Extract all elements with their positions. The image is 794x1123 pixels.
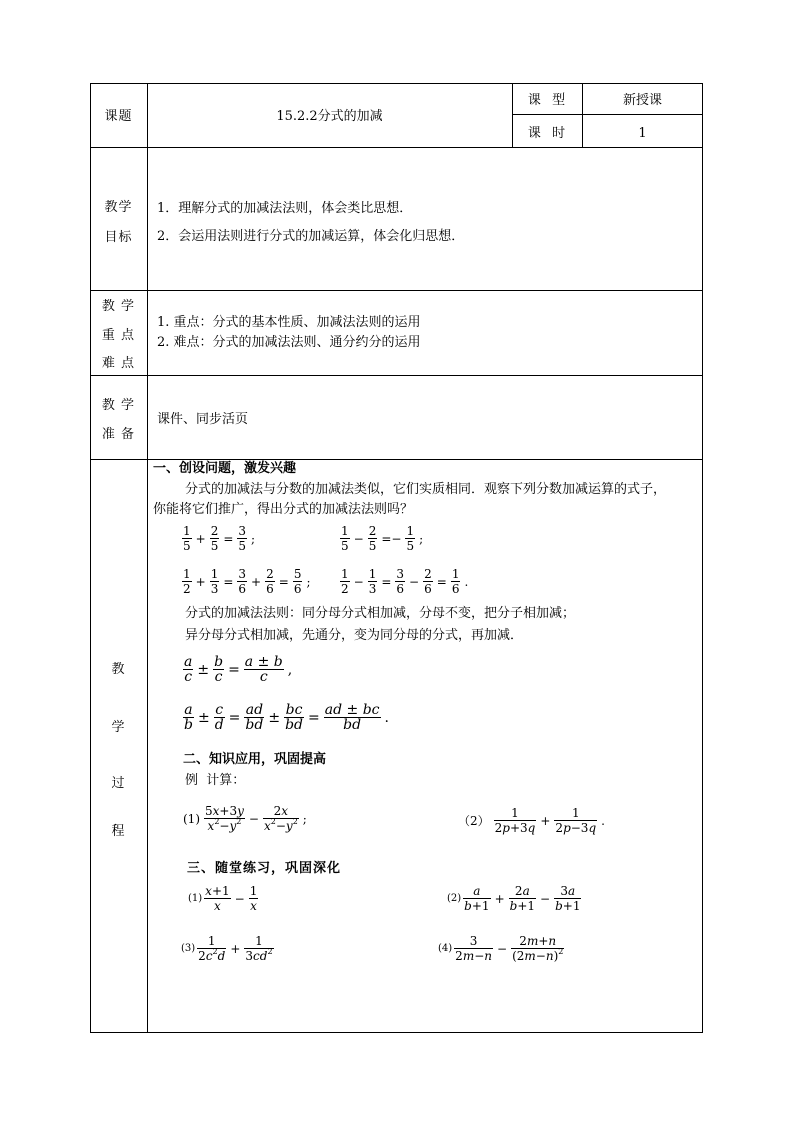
section2-title: 二、知识应用，巩固提高 <box>183 752 327 767</box>
rule-formula-2: $\frac{a}{b}$ ± $\frac{c}{d}$ = $\frac{ad}{bd}$ ± $\frac{bc}{bd}$ = $\frac{ad \pm bc}{bd}$ . <box>184 702 389 733</box>
practice-number: (4) <box>438 943 453 954</box>
preparation-label-2: 准 备 <box>101 427 136 442</box>
example-problem-2: （2） $\frac{1}{2p+3q}$ + $\frac{1}{2p-3q}$ . <box>458 806 605 835</box>
fraction-example-4: $\frac{1}{2}$ − $\frac{1}{3}$ = $\frac{3}{6}$ − $\frac{2}{6}$ = $\frac{1}{6}$ . <box>341 567 469 596</box>
section1-title: 一、创设问题，激发兴趣 <box>153 461 297 476</box>
section3-title: 三、随堂练习，巩固深化 <box>187 861 342 876</box>
table-border-left <box>90 83 91 1033</box>
type-label: 课 型 <box>527 93 567 108</box>
table-line-keypoints <box>90 375 703 376</box>
objective-item: 2．会运用法则进行分式的加减运算，体会化归思想． <box>157 229 465 244</box>
keypoint-item: 1. 重点：分式的基本性质、加减法法则的运用 <box>157 315 421 330</box>
process-label-char: 学 <box>111 720 126 735</box>
practice-problem-4: (4) $\frac{3}{2m-n}$ − $\frac{2m+n}{(2m-n)^2}$ <box>438 934 564 963</box>
topic-label: 课题 <box>104 109 133 124</box>
table-border-top <box>90 83 703 84</box>
objectives-label-1: 教学 <box>104 200 133 215</box>
keypoint-item: 2. 难点：分式的加减法法则、通分约分的运用 <box>157 335 421 350</box>
example-number: (1) <box>183 811 200 826</box>
hours-label: 课 时 <box>527 126 567 141</box>
keypoints-label-3: 难 点 <box>101 356 136 371</box>
hours-value: 1 <box>638 126 647 141</box>
table-line-type-hours <box>512 114 703 115</box>
example-number: （2） <box>458 814 490 828</box>
process-label-char: 程 <box>111 824 126 839</box>
lesson-plan-table <box>90 83 703 1033</box>
table-line-label-col <box>147 83 148 1033</box>
practice-number: (3) <box>181 943 196 954</box>
rule-line: 异分母分式相加减，先通分，变为同分母的分式，再加减． <box>185 628 524 643</box>
type-value: 新授课 <box>622 93 662 108</box>
practice-problem-2: (2) $\frac{a}{b+1}$ + $\frac{2a}{b+1}$ − $\frac{3a}{b+1}$ <box>447 884 581 913</box>
practice-number: (2) <box>447 893 462 904</box>
practice-problem-1: (1) $\frac{x+1}{x}$ − $\frac{1}{x}$ <box>188 884 258 913</box>
fraction-example-2: $\frac{1}{5}$ − $\frac{2}{5}$ =− $\frac{1}{5}$ ; <box>341 524 424 553</box>
section1-paragraph: 分式的加减法与分数的加减法类似，它们实质相同．观察下列分数加减运算的式子， <box>185 482 667 497</box>
topic-value: 15.2.2分式的加减 <box>276 109 383 124</box>
fraction-example-3: $\frac{1}{2}$ + $\frac{1}{3}$ = $\frac{3}{6}$ + $\frac{2}{6}$ = $\frac{5}{6}$ ; <box>183 567 311 596</box>
preparation-text: 课件、同步活页 <box>157 412 249 427</box>
table-border-bottom <box>90 1032 703 1033</box>
rule-line: 分式的加减法法则：同分母分式相加减，分母不变，把分子相加减； <box>185 606 576 621</box>
objective-item: 1．理解分式的加减法法则，体会类比思想． <box>157 201 413 216</box>
objectives-label-2: 目标 <box>104 230 133 245</box>
example-label: 例 计算： <box>185 773 246 788</box>
table-line-objectives <box>90 290 703 291</box>
section1-paragraph: 你能将它们推广，得出分式的加减法法则吗？ <box>153 502 414 517</box>
practice-number: (1) <box>188 893 203 904</box>
process-label-char: 教 <box>111 662 126 677</box>
table-line-header <box>90 147 703 148</box>
table-border-right <box>702 83 703 1033</box>
practice-problem-3: (3) $\frac{1}{2c^2d}$ + $\frac{1}{3cd^2}$ <box>181 934 273 963</box>
preparation-label-1: 教 学 <box>101 398 136 413</box>
process-label-char: 过 <box>111 776 126 791</box>
rule-formula-1: $\frac{a}{c}$ ± $\frac{b}{c}$ = $\frac{a \pm b}{c}$ , <box>184 654 293 685</box>
keypoints-label-2: 重 点 <box>101 328 136 343</box>
keypoints-label-1: 教 学 <box>101 299 136 314</box>
fraction-example-1: $\frac{1}{5}$ + $\frac{2}{5}$ = $\frac{3}{5}$ ; <box>183 524 256 553</box>
example-problem-1: (1) $\frac{5x+3y}{x^2-y^2}$ − $\frac{2x}{x^2-y^2}$ ; <box>183 804 307 833</box>
